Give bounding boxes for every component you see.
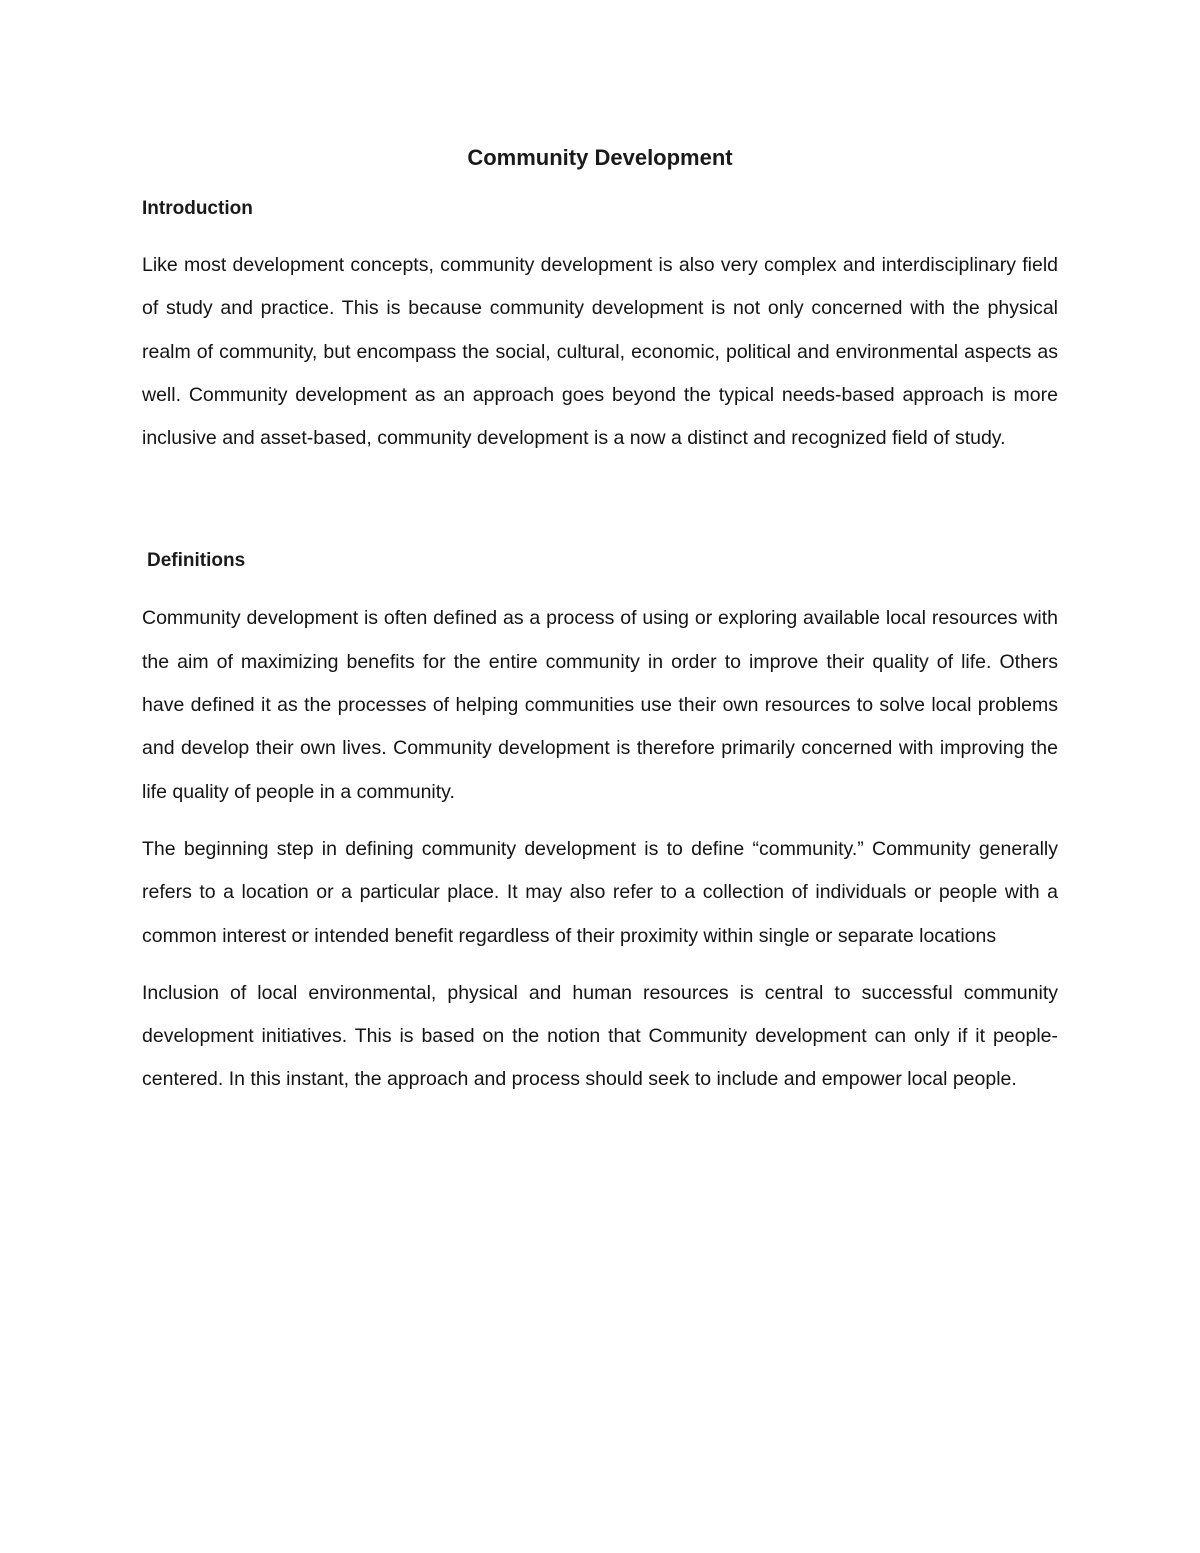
- document-body: [142, 140, 1058, 1102]
- section-heading-introduction: Introduction: [142, 198, 253, 219]
- definitions-paragraph-2: The beginning step in defining community development is to define “community.” Community generally refers to a location or a particular place. It may also refer to a collection of individuals or people with a common interest or intended benefit regardless of their proximity within single or separate locations: [142, 837, 1058, 947]
- document-title: Community Development: [467, 145, 733, 170]
- definitions-paragraph-1: Community development is often defined as a process of using or exploring available local resources with the aim of maximizing benefits for the entire community in order to improve their quality of life. Others have defined it as the processes of helping communities use their own resources to solve local problems and develop their own lives. Community development is therefore primarily concerned with improving the life quality of people in a community.: [142, 607, 1058, 803]
- introduction-paragraph: Like most development concepts, community development is also very complex and interdisciplinary field of study and practice. This is because community development is not only concerned with the physical realm of community, but encompass the social, cultural, economic, political and environmental aspects as well. Community development as an approach goes beyond the typical needs-based approach is more inclusive and asset-based, community development is a now a distinct and recognized field of study.: [142, 254, 1058, 450]
- definitions-paragraph-3: Inclusion of local environmental, physical and human resources is central to successful community development initiatives. This is based on the notion that Community development can only if it people-centered. In this instant, the approach and process should seek to include and empower local people.: [142, 981, 1058, 1091]
- section-heading-definitions: Definitions: [147, 550, 246, 572]
